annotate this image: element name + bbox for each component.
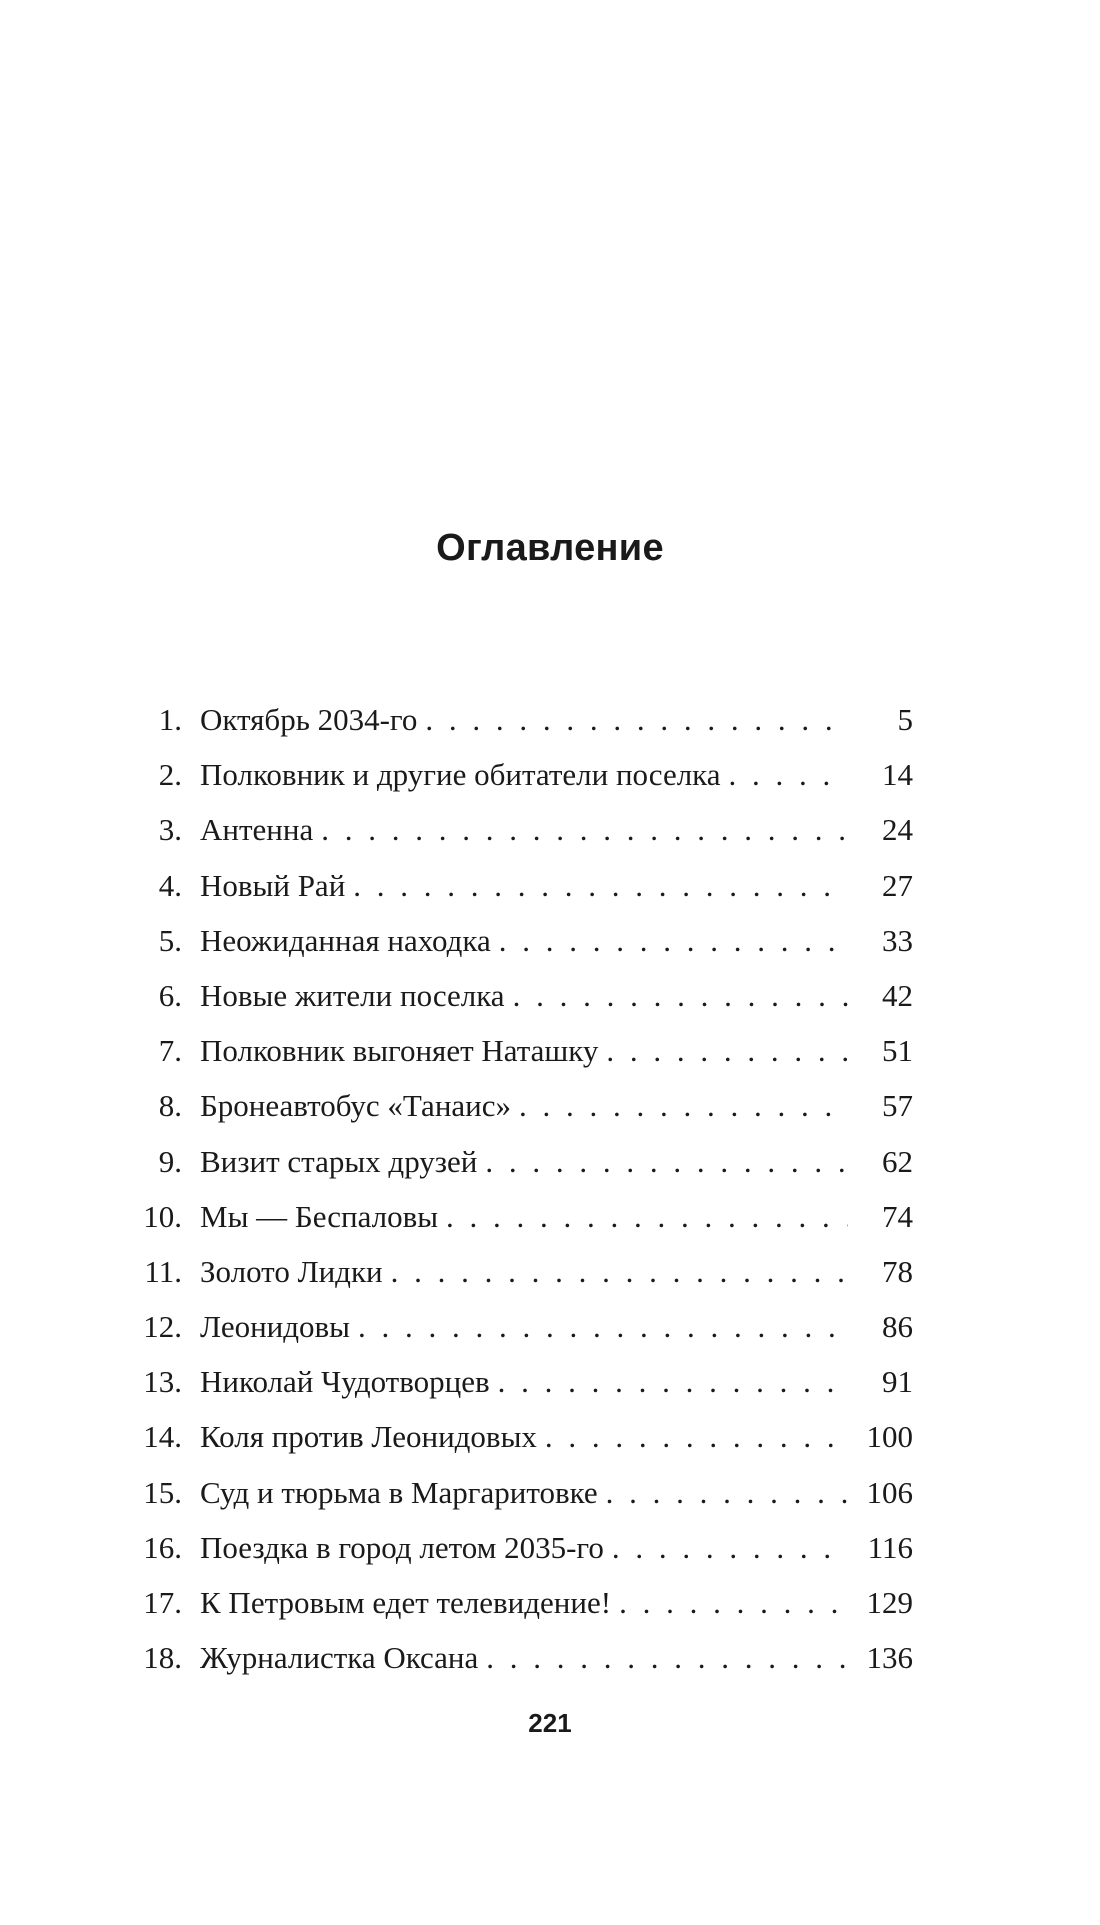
toc-entry-line: [200, 802, 848, 857]
toc-entry: [0, 1189, 1100, 1244]
dot-leader: [606, 1465, 848, 1520]
dot-leader: [729, 747, 848, 802]
toc-entry-line: [200, 1134, 848, 1189]
toc-entry-page: 136: [866, 1640, 913, 1676]
toc-entry-title: Антенна: [200, 812, 314, 848]
dot-leader: [353, 858, 848, 913]
dot-leader: [513, 968, 848, 1023]
toc-entry-page: 74: [882, 1198, 913, 1234]
toc-entry-number: 1.: [158, 702, 182, 737]
toc-entry-title: К Петровым едет телевидение!: [200, 1585, 612, 1620]
toc-entry-page: 106: [866, 1474, 913, 1510]
dot-leader: [499, 913, 848, 968]
toc-entry: [0, 1575, 1100, 1630]
toc-entry-title: Мы — Беспаловы: [200, 1198, 439, 1234]
toc-entry-number: 17.: [143, 1585, 182, 1620]
toc-entry-line: [200, 858, 848, 913]
toc-entry-title: Бронеавтобус «Танаис»: [200, 1088, 512, 1124]
toc-entry-title: Полковник и другие обитатели поселка: [200, 757, 721, 793]
toc-entry: [0, 747, 1100, 802]
toc-entry-number: 9.: [158, 1143, 182, 1179]
toc-entry-line: [200, 1409, 848, 1464]
toc-entry-number: 15.: [143, 1474, 182, 1510]
dot-leader: [321, 802, 848, 857]
toc-entry-title: Золото Лидки: [200, 1253, 383, 1289]
toc-entry-line: [200, 1023, 848, 1078]
toc-entry-line: [200, 1575, 848, 1630]
toc-entry-title: Неожиданная находка: [200, 922, 491, 958]
table-of-contents: [0, 692, 1100, 1685]
toc-entry-line: [200, 968, 848, 1023]
toc-entry: [0, 1354, 1100, 1409]
toc-entry-number: 13.: [143, 1364, 182, 1400]
dot-leader: [519, 1078, 848, 1133]
toc-entry-number: 10.: [143, 1198, 182, 1234]
toc-entry-line: [200, 747, 848, 802]
toc-entry-page: 51: [882, 1033, 913, 1069]
toc-entry-number: 18.: [143, 1640, 182, 1676]
toc-entry: [0, 802, 1100, 857]
toc-entry-number: 3.: [158, 812, 182, 848]
toc-entry: [0, 692, 1100, 747]
page-number: 221: [528, 1708, 572, 1738]
toc-entry-page: 129: [866, 1585, 913, 1620]
toc-entry: [0, 1409, 1100, 1464]
toc-entry-title: Суд и тюрьма в Маргаритовке: [200, 1474, 598, 1510]
toc-entry: [0, 1520, 1100, 1575]
dot-leader: [486, 1630, 848, 1685]
dot-leader: [485, 1134, 848, 1189]
toc-entry-title: Полковник выгоняет Наташку: [200, 1033, 599, 1069]
toc-entry-page: 33: [882, 922, 913, 958]
toc-entry: [0, 858, 1100, 913]
toc-entry: [0, 1465, 1100, 1520]
page-title: Оглавление: [436, 527, 664, 570]
toc-entry-line: [200, 913, 848, 968]
toc-entry: [0, 1630, 1100, 1685]
toc-entry-page: 116: [867, 1529, 913, 1565]
toc-entry-line: [200, 1630, 848, 1685]
toc-entry-page: 91: [882, 1364, 913, 1400]
toc-entry-page: 42: [882, 977, 913, 1013]
toc-entry-page: 5: [897, 702, 913, 737]
toc-entry-number: 8.: [158, 1088, 182, 1124]
toc-entry-title: Поездка в город летом 2035-го: [200, 1529, 604, 1565]
toc-entry-title: Новый Рай: [200, 867, 346, 903]
toc-entry-title: Октябрь 2034-го: [200, 702, 418, 737]
toc-entry-title: Леонидовы: [200, 1309, 350, 1345]
toc-entry-line: [200, 1520, 848, 1575]
dot-leader: [498, 1354, 848, 1409]
toc-entry-page: 57: [882, 1088, 913, 1124]
toc-entry-page: 62: [882, 1143, 913, 1179]
toc-entry-page: 14: [882, 757, 913, 793]
toc-entry: [0, 1078, 1100, 1133]
dot-leader: [619, 1575, 848, 1630]
toc-entry-number: 16.: [143, 1529, 182, 1565]
toc-entry: [0, 1023, 1100, 1078]
dot-leader: [606, 1023, 848, 1078]
toc-entry-title: Коля против Леонидовых: [200, 1419, 537, 1455]
dot-leader: [358, 1299, 848, 1354]
toc-entry-line: [200, 1244, 848, 1299]
dot-leader: [446, 1189, 848, 1244]
dot-leader: [391, 1244, 848, 1299]
toc-entry: [0, 1134, 1100, 1189]
toc-entry-page: 27: [882, 867, 913, 903]
toc-entry: [0, 1244, 1100, 1299]
toc-entry-page: 24: [882, 812, 913, 848]
toc-entry-number: 7.: [158, 1033, 182, 1069]
toc-entry-number: 6.: [158, 977, 182, 1013]
toc-entry-line: [200, 692, 848, 747]
toc-entry-title: Журналистка Оксана: [200, 1640, 479, 1676]
toc-entry-line: [200, 1078, 848, 1133]
toc-entry-number: 12.: [143, 1309, 182, 1345]
toc-entry: [0, 913, 1100, 968]
toc-entry-number: 4.: [158, 867, 182, 903]
toc-entry-title: Новые жители поселка: [200, 977, 505, 1013]
dot-leader: [612, 1520, 848, 1575]
toc-entry-page: 86: [882, 1309, 913, 1345]
toc-entry: [0, 968, 1100, 1023]
toc-entry-number: 2.: [158, 757, 182, 793]
toc-entry-title: Визит старых друзей: [200, 1143, 478, 1179]
toc-entry-number: 11.: [144, 1253, 182, 1289]
toc-entry-number: 14.: [143, 1419, 182, 1455]
toc-entry-line: [200, 1299, 848, 1354]
dot-leader: [545, 1409, 848, 1464]
toc-entry-line: [200, 1465, 848, 1520]
toc-entry: [0, 1299, 1100, 1354]
dot-leader: [425, 692, 848, 747]
toc-entry-page: 100: [866, 1419, 913, 1455]
toc-entry-title: Николай Чудотворцев: [200, 1364, 490, 1400]
toc-entry-line: [200, 1354, 848, 1409]
toc-entry-number: 5.: [158, 922, 182, 958]
toc-entry-page: 78: [882, 1253, 913, 1289]
toc-entry-line: [200, 1189, 848, 1244]
